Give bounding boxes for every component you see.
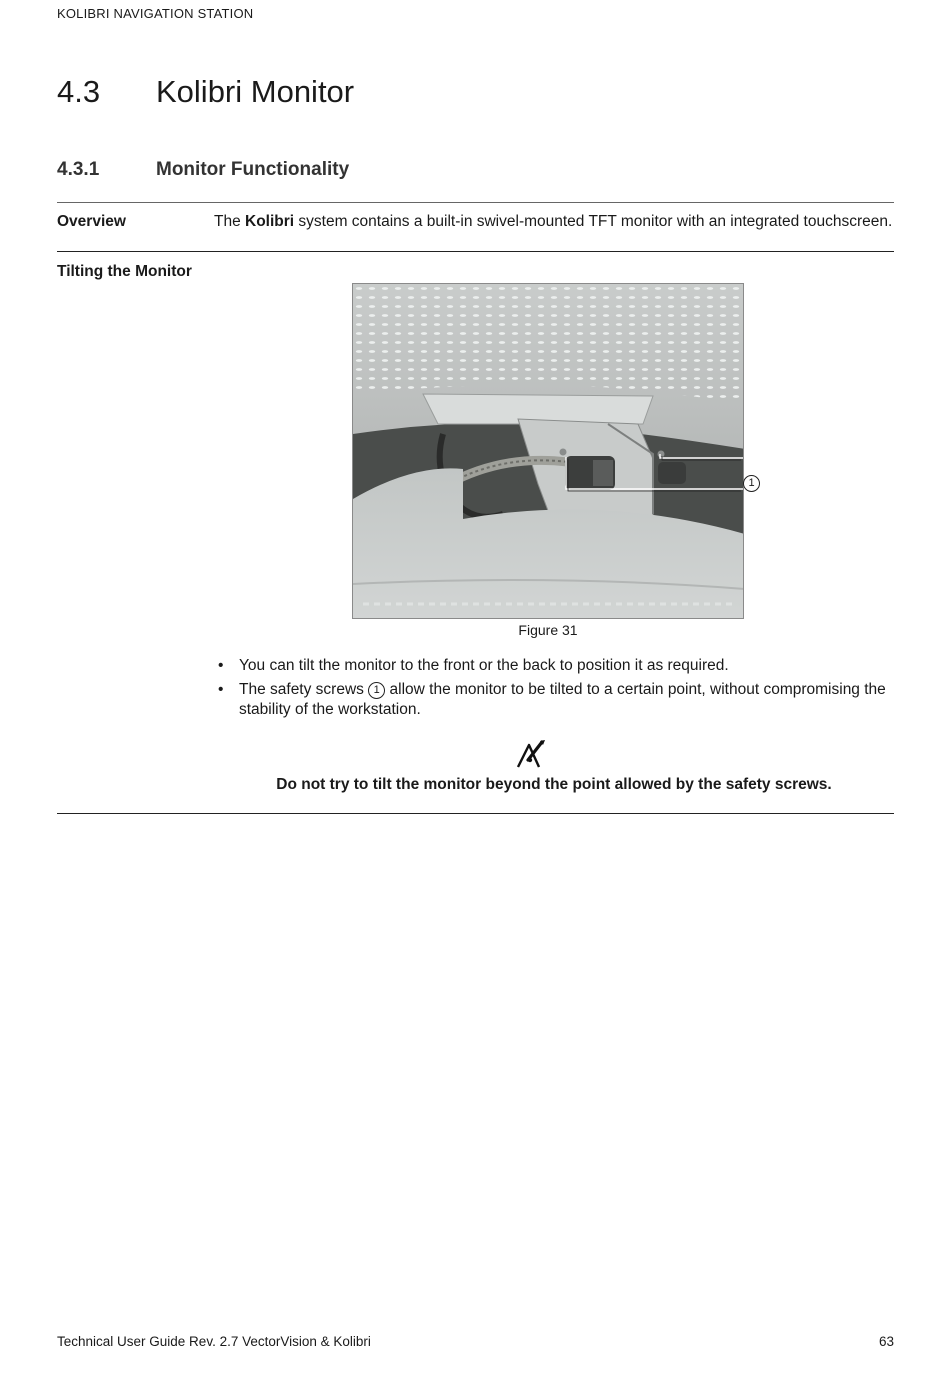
monitor-mount-photo <box>352 283 744 619</box>
tilting-label: Tilting the Monitor <box>57 263 192 280</box>
warning-text: Do not try to tilt the monitor beyond the point allowed by the safety screws. <box>276 776 832 793</box>
divider <box>57 251 894 252</box>
overview-text: The Kolibri system contains a built-in swivel-mounted TFT monitor with an integrated touchscreen. <box>214 213 893 230</box>
footer-document-title: Technical User Guide Rev. 2.7 VectorVision & Kolibri <box>57 1334 371 1349</box>
divider <box>57 202 894 203</box>
section-title: Kolibri Monitor <box>156 74 355 109</box>
overview-label: Overview <box>57 213 126 230</box>
figure-caption: Figure 31 <box>518 622 578 638</box>
figure-callout: 1 <box>743 474 760 492</box>
instruction-list <box>214 656 904 724</box>
running-header: KOLIBRI NAVIGATION STATION <box>57 6 254 21</box>
subsection-title: Monitor Functionality <box>156 159 350 180</box>
list-item: • The safety screws 1 allow the monitor to be tilted to a certain point, without compromising the stability of the workstation. <box>214 680 904 720</box>
pencil-note-icon <box>516 738 548 770</box>
divider <box>57 813 894 814</box>
section-number: 4.3 <box>57 74 101 109</box>
list-item: • You can tilt the monitor to the front or the back to position it as required. <box>214 656 904 676</box>
callout-marker: 1 <box>368 682 385 699</box>
product-name: Kolibri <box>245 213 295 230</box>
page-number: 63 <box>878 1334 894 1349</box>
subsection-number: 4.3.1 <box>57 159 100 180</box>
